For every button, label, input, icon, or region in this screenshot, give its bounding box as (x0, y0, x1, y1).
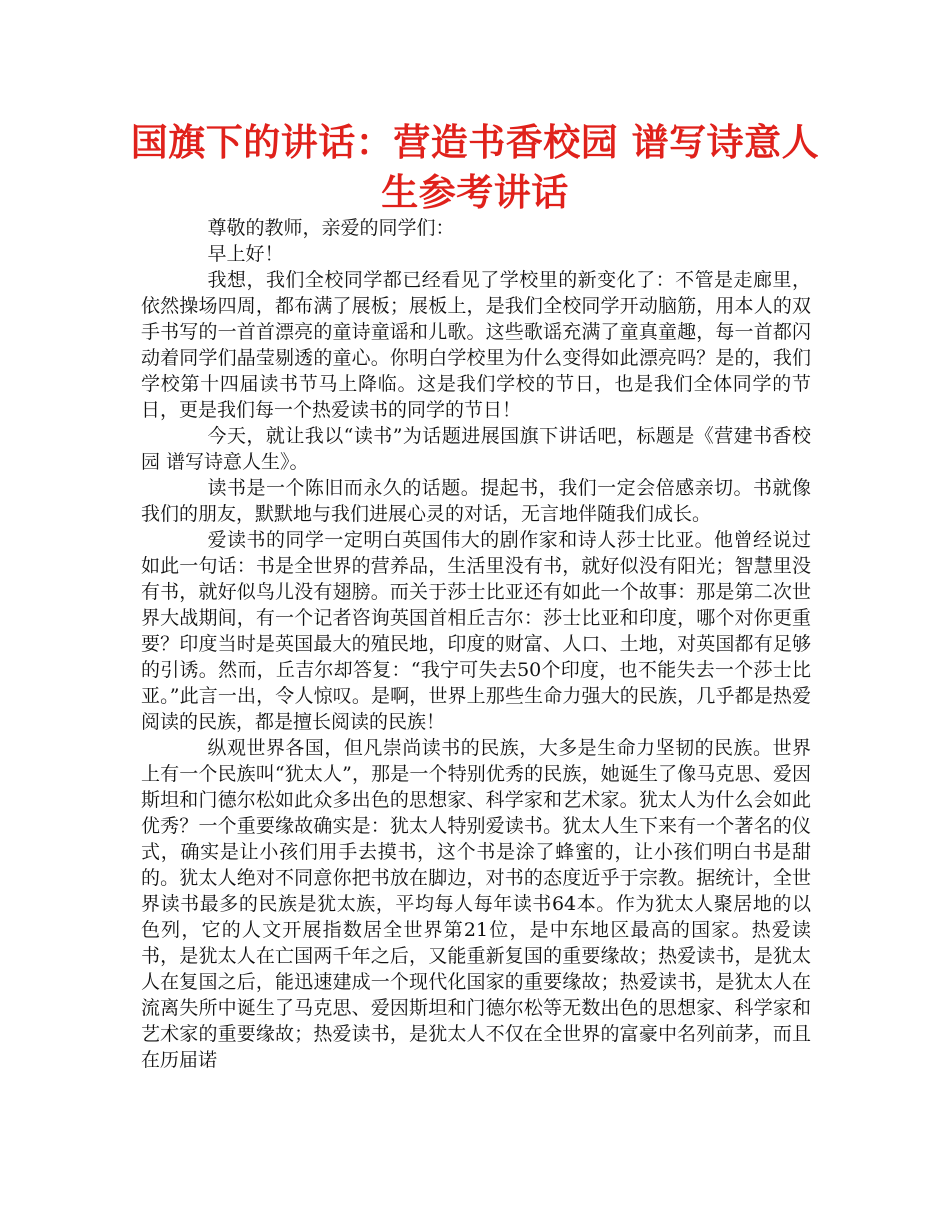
salutation: 尊敬的教师，亲爱的同学们： (207, 217, 455, 239)
paragraph-shakespeare: 爱读书的同学一定明白英国伟大的剧作家和诗人莎士比亚。他曾经说过如此一句话：书是全世界的营养品，生活里没有书，就好似没有阳光；智慧里没有书，就好似鸟儿没有翅膀。而关于莎士比亚还有如此一个故事：那是第二次世界大战期间，有一个记者咨询英国首相丘吉尔：莎士比亚和印度，哪个对你更重要？印度当时是英国最大的殖民地，印度的财富、人口、土地，对英国都有足够的引诱。然而，丘吉尔却答复：“我宁可失去50个印度，也不能失去一个莎士比亚。”此言一出，令人惊叹。是啊，世界上那些生命力强大的民族，几乎都是热爱阅读的民族，都是擅长阅读的民族！ (141, 529, 811, 733)
paragraph-reading-friend: 读书是一个陈旧而永久的话题。提起书，我们一定会倍感亲切。书就像我们的朋友，默默地与我们进展心灵的对话，无言地伴随我们成长。 (141, 477, 811, 525)
paragraph-new-changes: 我想，我们全校同学都已经看见了学校里的新变化了：不管是走廊里，依然操场四周，都布满了展板；展板上，是我们全校同学开动脑筋，用本人的双手书写的一首首漂亮的童诗童谣和儿歌。这些歌谣充满了童真童趣，每一首都闪动着同学们晶莹剔透的童心。你明白学校里为什么变得如此漂亮吗？是的，我们学校第十四届读书节马上降临。这是我们学校的节日，也是我们全体同学的节日，更是我们每一个热爱读书的同学的节日！ (141, 269, 811, 421)
paragraph-speech-topic: 今天，就让我以“读书”为话题进展国旗下讲话吧，标题是《营建书香校园 谱写诗意人生》。 (141, 425, 811, 473)
document-title: 国旗下的讲话：营造书香校园 谱写诗意人生参考讲话 (130, 121, 820, 214)
greeting: 早上好！ (207, 243, 284, 265)
document-body (141, 215, 811, 1073)
paragraph-jewish-people: 纵观世界各国，但凡崇尚读书的民族，大多是生命力坚韧的民族。世界上有一个民族叫“犹太人”，那是一个特别优秀的民族，她诞生了像马克思、爱因斯坦和门德尔松如此众多出色的思想家、科学家和艺术家。犹太人为什么会如此优秀？一个重要缘故确实是：犹太人特别爱读书。犹太人生下来有一个著名的仪式，确实是让小孩们用手去摸书，这个书是涂了蜂蜜的，让小孩们明白书是甜的。犹太人绝对不同意你把书放在脚边，对书的态度近乎于宗教。据统计，全世界读书最多的民族是犹太族，平均每人每年读书64本。作为犹太人聚居地的以色列，它的人文开展指数居全世界第21位，是中东地区最高的国家。热爱读书，是犹太人在亡国两千年之后，又能重新复国的重要缘故；热爱读书，是犹太人在复国之后，能迅速建成一个现代化国家的重要缘故；热爱读书，是犹太人在流离失所中诞生了马克思、爱因斯坦和门德尔松等无数出色的思想家、科学家和艺术家的重要缘故；热爱读书，是犹太人不仅在全世界的富豪中名列前茅，而且在历届诺 (141, 737, 811, 1071)
